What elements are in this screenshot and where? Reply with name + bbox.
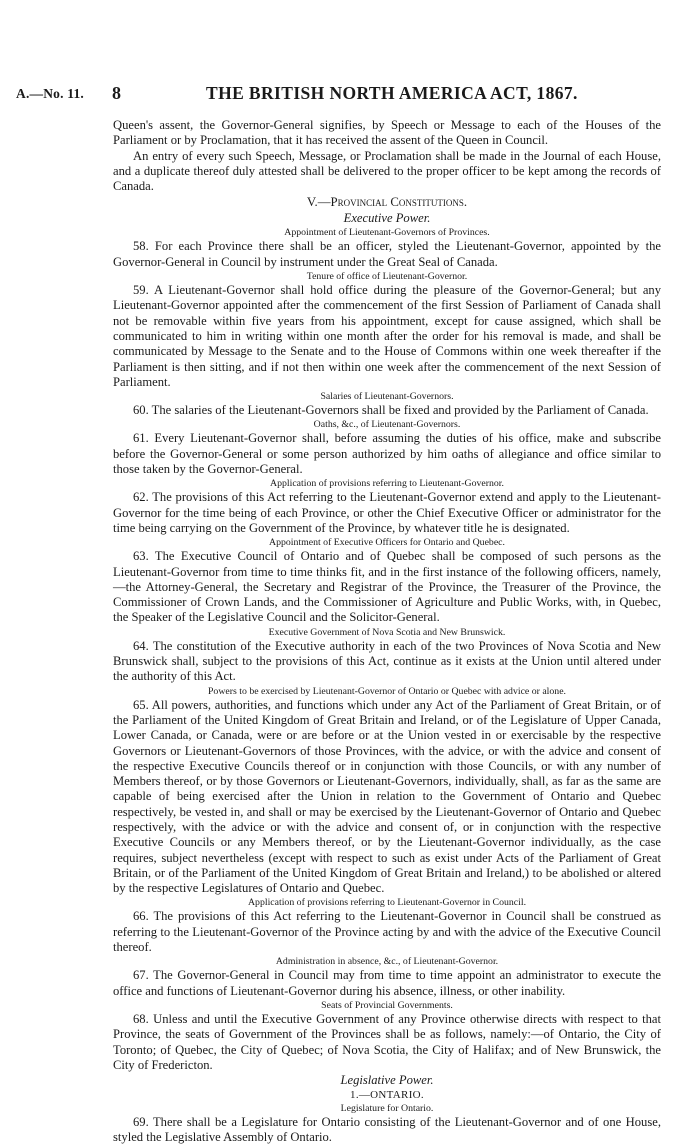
marginal-note: Application of provisions referring to Lieutenant-Governor in Council. [247,897,527,909]
marginal-note: Application of provisions referring to Lieutenant-Governor. [270,478,504,490]
section-paragraph: 65. All powers, authorities, and functions which under any Act of the Parliament of Great Britain, or of the Parliament of the United Kingdom of Great Britain and Ireland, or of the Legislature of Upper Canada, Lower Canada, or Canada, were or are before or at the Union vested in or exercisable by the respective Governors or Lieutenant-Governors of those Provinces, with the advice, or with the advice and consent of the respective Executive Councils thereof or in conjunction with those Councils, or with any number of Members thereof, or by those Governors or Lieutenant-Governors, individually, shall, as far as the same are capable of being exercised after the Union in relation to the Government of Ontario and Quebec respectively, be vested in, and shall or may be exercised by the Lieutenant-Governor of Ontario and Quebec respectively, with the advice or with the advice and consent of, or in conjunction with the respective Executive Councils or any Members thereof, or by the Lieutenant-Governor individually, as the case requires, subject nevertheless (except with respect to such as exist under Acts of the Parliament of Great Britain, or of the Parliament of the United Kingdom of Great Britain and Ireland,) to be abolished or altered by the respective Legislatures of Ontario and Quebec. [113,697,661,896]
running-title: THE BRITISH NORTH AMERICA ACT, 1867. [206,83,578,103]
section-paragraph: 59. A Lieutenant-Governor shall hold office during the pleasure of the Governor-General; but any Lieutenant-Governor appointed after the commencement of the first Session of Parliament of Canada shall not be removable within five years from his appointment, except for cause assigned, which shall be communicated to him in writing within one month after the order for his removal is made, and shall be communicated by Message to the Senate and to the House of Commons within one week thereafter if the Parliament is then sitting, and if not then within one week after the commencement of the next Session of Parliament. [113,283,661,389]
marginal-note: Executive Government of Nova Scotia and New Brunswick. [268,626,506,638]
section-paragraph: 66. The provisions of this Act referring to the Lieutenant-Governor in Council shall be construed as referring to the Lieutenant-Governor of the Province acting by and with the advice of the Executive Council thereof. [113,909,661,955]
section-paragraph: 61. Every Lieutenant-Governor shall, before assuming the duties of his office, make and subscribe before the Governor-General or some person authorized by him oaths of allegiance and office similar to those taken by the Governor-General. [113,431,661,477]
marginal-note: Seats of Provincial Governments. [321,999,453,1011]
marginal-note: Oaths, &c., of Lieutenant-Governors. [313,419,461,431]
province-heading: 1.—ONTARIO. [350,1089,424,1102]
marginal-note: Appointment of Lieutenant-Governors of Provinces. [284,227,490,239]
document-number: A.—No. 11. [16,86,85,101]
section-paragraph: Queen's assent, the Governor-General signifies, by Speech or Message to each of the Houses of the Parliament or by Proclamation, that it has received the assent of the Queen in Council. [113,118,661,148]
part-heading: V.—Provincial Constitutions. [306,195,468,210]
section-paragraph: 67. The Governor-General in Council may from time to time appoint an administrator to execute the office and functions of Lieutenant-Governor during his absence, illness, or other inability. [113,968,661,998]
section-paragraph: 64. The constitution of the Executive authority in each of the two Provinces of Nova Scotia and New Brunswick shall, subject to the provisions of this Act, continue as it exists at the Union until altered under the authority of this Act. [113,638,661,684]
marginal-note: Legislature for Ontario. [340,1103,434,1115]
marginal-note: Appointment of Executive Officers for Ontario and Quebec. [269,537,505,549]
page-number: 8 [112,83,121,103]
section-paragraph: 63. The Executive Council of Ontario and of Quebec shall be composed of such persons as the Lieutenant-Governor from time to time thinks fit, and in the first instance of the following officers, namely,—the Attorney-General, the Secretary and Registrar of the Province, the Treasurer of the Province, the Commissioner of Crown Lands, and the Commissioner of Agriculture and Public Works, with, in Quebec, the Speaker of the Legislative Council and the Solicitor-General. [113,549,661,625]
subsection-heading: Legislative Power. [340,1073,434,1088]
section-paragraph: 69. There shall be a Legislature for Ontario consisting of the Lieutenant-Governor and of one House, styled the Legislative Assembly of Ontario. [113,1115,661,1145]
marginal-note: Salaries of Lieutenant-Governors. [320,391,454,403]
subsection-heading: Executive Power. [343,211,431,226]
page-header [16,83,686,107]
document-body [113,118,661,1146]
marginal-note: Tenure of office of Lieutenant-Governor. [306,271,468,283]
section-paragraph: An entry of every such Speech, Message, or Proclamation shall be made in the Journal of each House, and a duplicate thereof duly attested shall be delivered to the proper officer to be kept among the records of Canada. [113,148,661,194]
section-paragraph: 60. The salaries of the Lieutenant-Governors shall be fixed and provided by the Parliament of Canada. [133,403,649,418]
section-paragraph: 62. The provisions of this Act referring to the Lieutenant-Governor extend and apply to the Lieutenant-Governor for the time being of each Province, or other the Chief Executive Officer or administrator for the time being carrying on the Government of the Province, by whatever title he is designated. [113,490,661,535]
marginal-note: Administration in absence, &c., of Lieutenant-Governor. [275,956,499,968]
marginal-note: Powers to be exercised by Lieutenant-Governor of Ontario or Quebec with advice or alone. [207,685,566,697]
section-paragraph: 58. For each Province there shall be an officer, styled the Lieutenant-Governor, appointed by the Governor-General in Council by instrument under the Great Seal of Canada. [113,239,661,269]
section-paragraph: 68. Unless and until the Executive Government of any Province otherwise directs with respect to that Province, the seats of Government of the Provinces shall be as follows, namely:—of Ontario, the City of Toronto; of Quebec, the City of Quebec; of Nova Scotia, the City of Halifax; and of New Brunswick, the City of Fredericton. [113,1011,661,1072]
